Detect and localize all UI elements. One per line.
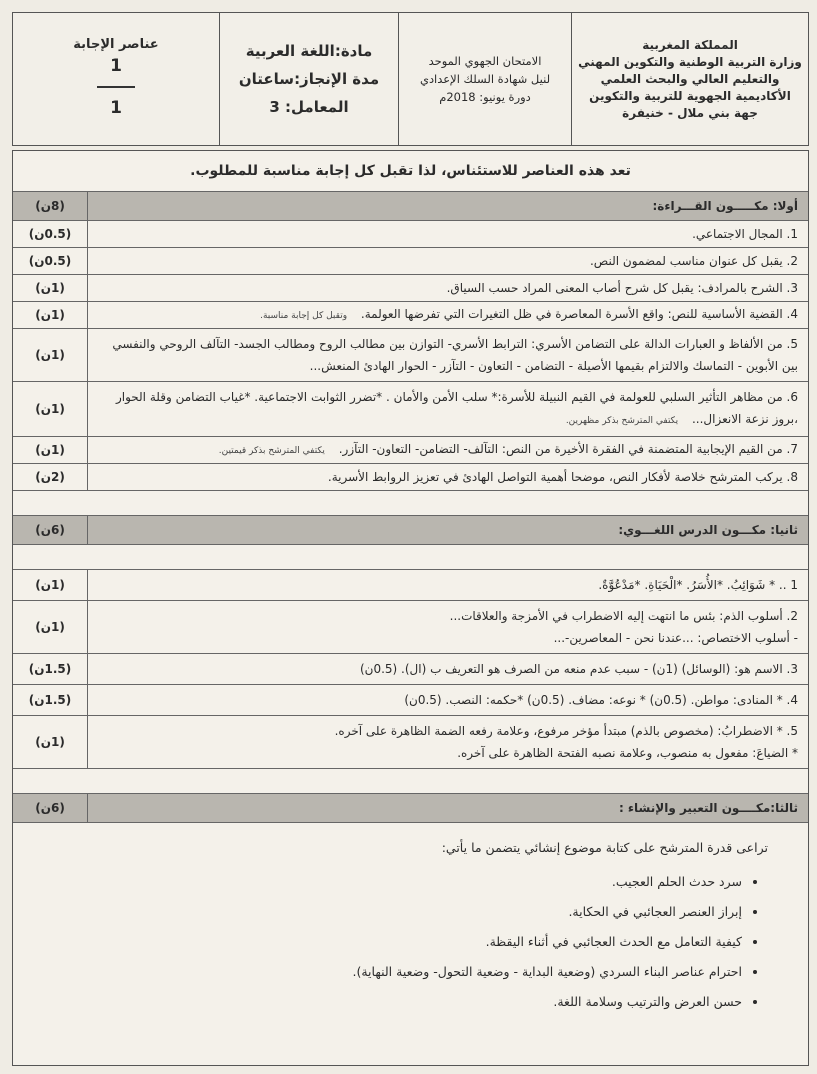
table-row — [13, 328, 808, 381]
answer-text: 1 .. * شَوَائِبُ. *الأُسَرُ. *الْحَيَاةِ. *مَدْعُوَّةٌ. — [598, 578, 798, 592]
table-row — [13, 301, 808, 328]
exam-block — [398, 13, 571, 145]
answer-score: (1.5ن) — [13, 654, 88, 684]
answer-score: (1ن) — [13, 716, 88, 768]
ministry-line: والتعليم العالي والبحث العلمي — [600, 71, 780, 86]
list-item: • سرد حدث الحلم العجيب. — [13, 867, 742, 897]
answer-text: 6. من مظاهر التأثير السلبي للعولمة في القيم النبيلة للأسرة:* سلب الأمن والأمان . *تضرر الثوابت الاجتماعية. *غياب التضامن وقلة الحوار ،بروز نزعة الانعزال... — [115, 390, 798, 426]
answer-text: 5. من الألفاظ و العبارات الدالة على التضامن الأسري: الترابط الأسري- التوازن بين مطالب الروح ومطالب الجسد- التآلف الروحي والنفسي بين الأبوين - التماسك والالتزام بقيمها الأصيلة - التضامن - التعاون - التآزر - الحوار الهادئ المنعش... — [112, 337, 798, 373]
ministry-line: الأكاديمية الجهوية للتربية والتكوين — [589, 88, 791, 103]
answer-text: 3. الاسم هو: (الوسائل) (1ن) - سبب عدم منعه من الصرف هو التعريف ب (ال). (0.5ن) — [359, 662, 798, 676]
table-row — [13, 381, 808, 436]
section-writing-header — [13, 793, 808, 822]
answers-table — [12, 150, 809, 1066]
essay-intro: تراعى قدرة المترشح على كتابة موضوع إنشائي يتضمن ما يأتي: — [441, 840, 768, 855]
spacer-row — [13, 490, 808, 515]
section-score: (6ن) — [13, 794, 88, 822]
answer-score: (1ن) — [13, 275, 88, 301]
answer-score: (1ن) — [13, 570, 88, 600]
essay-block — [13, 822, 808, 1017]
page-label: عناصر الإجابة — [73, 36, 159, 52]
table-row — [13, 274, 808, 301]
answer-score: (0.5ن) — [13, 221, 88, 247]
marker-note: يكتفي المترشح بذكر قيمتين. — [218, 446, 325, 456]
answer-text: 1. المجال الاجتماعي. — [692, 227, 798, 241]
list-item: • كيفية التعامل مع الحدث العجائبي في أثناء اليقظة. — [13, 927, 742, 957]
fraction-bar — [97, 86, 135, 88]
answer-score: (1ن) — [13, 329, 88, 381]
table-row — [13, 569, 808, 600]
answer-text: 4. القضية الأساسية للنص: واقع الأسرة المعاصرة في ظل التغيرات التي تفرضها العولمة. — [360, 307, 798, 321]
answer-cell — [88, 382, 808, 436]
table-row — [13, 653, 808, 684]
answer-cell — [88, 716, 808, 768]
answer-line: - أسلوب الاختصاص: ...عندنا نحن - المعاصرين-... — [553, 631, 798, 645]
ministry-block — [571, 13, 808, 145]
answer-score: (0.5ن) — [13, 248, 88, 274]
answer-cell — [88, 299, 808, 331]
table-row — [13, 600, 808, 653]
ministry-line: جهة بني ملال - خنيفرة — [622, 105, 758, 120]
answer-score: (1ن) — [13, 601, 88, 653]
page-number: 1 — [110, 55, 122, 76]
exam-line: دورة يونيو: 2018م — [439, 90, 531, 104]
page-total: 1 — [110, 97, 122, 118]
answer-score: (2ن) — [13, 464, 88, 490]
criteria-list — [13, 867, 768, 1017]
section-language-header — [13, 515, 808, 544]
section-score: (8ن) — [13, 192, 88, 220]
essay-criteria — [13, 823, 808, 1017]
section-reading-header — [13, 191, 808, 220]
section-score: (6ن) — [13, 516, 88, 544]
coefficient: المعامل: 3 — [269, 98, 349, 116]
answer-score: (1.5ن) — [13, 685, 88, 715]
intro-note: تعد هذه العناصر للاستئناس، لذا تقبل كل إجابة مناسبة للمطلوب. — [190, 163, 631, 179]
marker-note: يكتفي المترشح بذكر مظهرين. — [565, 416, 679, 426]
page-block — [13, 13, 219, 145]
answer-line: * الضياعَ: مفعول به منصوب، وعلامة نصبه الفتحة الظاهرة على آخره. — [457, 746, 798, 760]
answer-score: (1ن) — [13, 437, 88, 463]
header-table — [12, 12, 809, 146]
answer-score: (1ن) — [13, 382, 88, 436]
spacer-row — [13, 768, 808, 793]
table-row — [13, 247, 808, 274]
subject-block — [219, 13, 398, 145]
table-row — [13, 715, 808, 768]
marker-note: وتقبل كل إجابة مناسبة. — [260, 311, 348, 321]
answer-text: 4. * المنادى: مواطن. (0.5ن) * نوعه: مضاف. (0.5ن) *حكمه: النصب. (0.5ن) — [404, 693, 798, 707]
exam-line: الامتحان الجهوي الموحد — [428, 54, 542, 68]
list-item: • إبراز العنصر العجائبي في الحكاية. — [13, 897, 742, 927]
table-row — [13, 463, 808, 490]
answer-line: 2. أسلوب الذم: بئس ما انتهت إليه الاضطراب في الأمزجة والعلاقات... — [449, 609, 798, 623]
answer-line: 5. * الاضطرابُ: (مخصوص بالذم) مبتدأ مؤخر مرفوع، وعلامة رفعه الضمة الظاهرة على آخره. — [334, 724, 798, 738]
spacer-row — [13, 544, 808, 569]
section-title: أولا: مكـــــون القـــراءة: — [652, 199, 798, 213]
duration: مدة الإنجاز:ساعتان — [238, 70, 380, 88]
answer-cell — [88, 601, 808, 653]
table-row — [13, 220, 808, 247]
table-row — [13, 436, 808, 463]
answer-text: 8. يركب المترشح خلاصة لأفكار النص، موضحا أهمية التواصل الهادئ في تعزيز الروابط الأسرية. — [327, 470, 798, 484]
list-item: • حسن العرض والترتيب وسلامة اللغة. — [13, 987, 742, 1017]
exam-line: لنيل شهادة السلك الإعدادي — [419, 72, 551, 86]
answer-score: (1ن) — [13, 302, 88, 328]
table-row — [13, 684, 808, 715]
answer-text: 3. الشرح بالمرادف: يقبل كل شرح أصاب المعنى المراد حسب السياق. — [446, 281, 798, 295]
list-item: • احترام عناصر البناء السردي (وضعية البداية - وضعية التحول- وضعية النهاية). — [13, 957, 742, 987]
ministry-line: وزارة التربية الوطنية والتكوين المهني — [578, 54, 802, 69]
section-title: ثانيا: مكـــون الدرس اللغـــوي: — [618, 523, 798, 537]
ministry-line: المملكة المغربية — [642, 37, 738, 52]
section-title: ثالثا:مكــــون التعبير والإنشاء : — [618, 801, 798, 815]
answer-text: 7. من القيم الإيجابية المتضمنة في الفقرة الأخيرة من النص: التآلف- التضامن- التعاون- التآزر. — [338, 442, 798, 456]
answer-text: 2. يقبل كل عنوان مناسب لمضمون النص. — [589, 254, 798, 268]
subject: مادة:اللغة العربية — [245, 42, 373, 60]
